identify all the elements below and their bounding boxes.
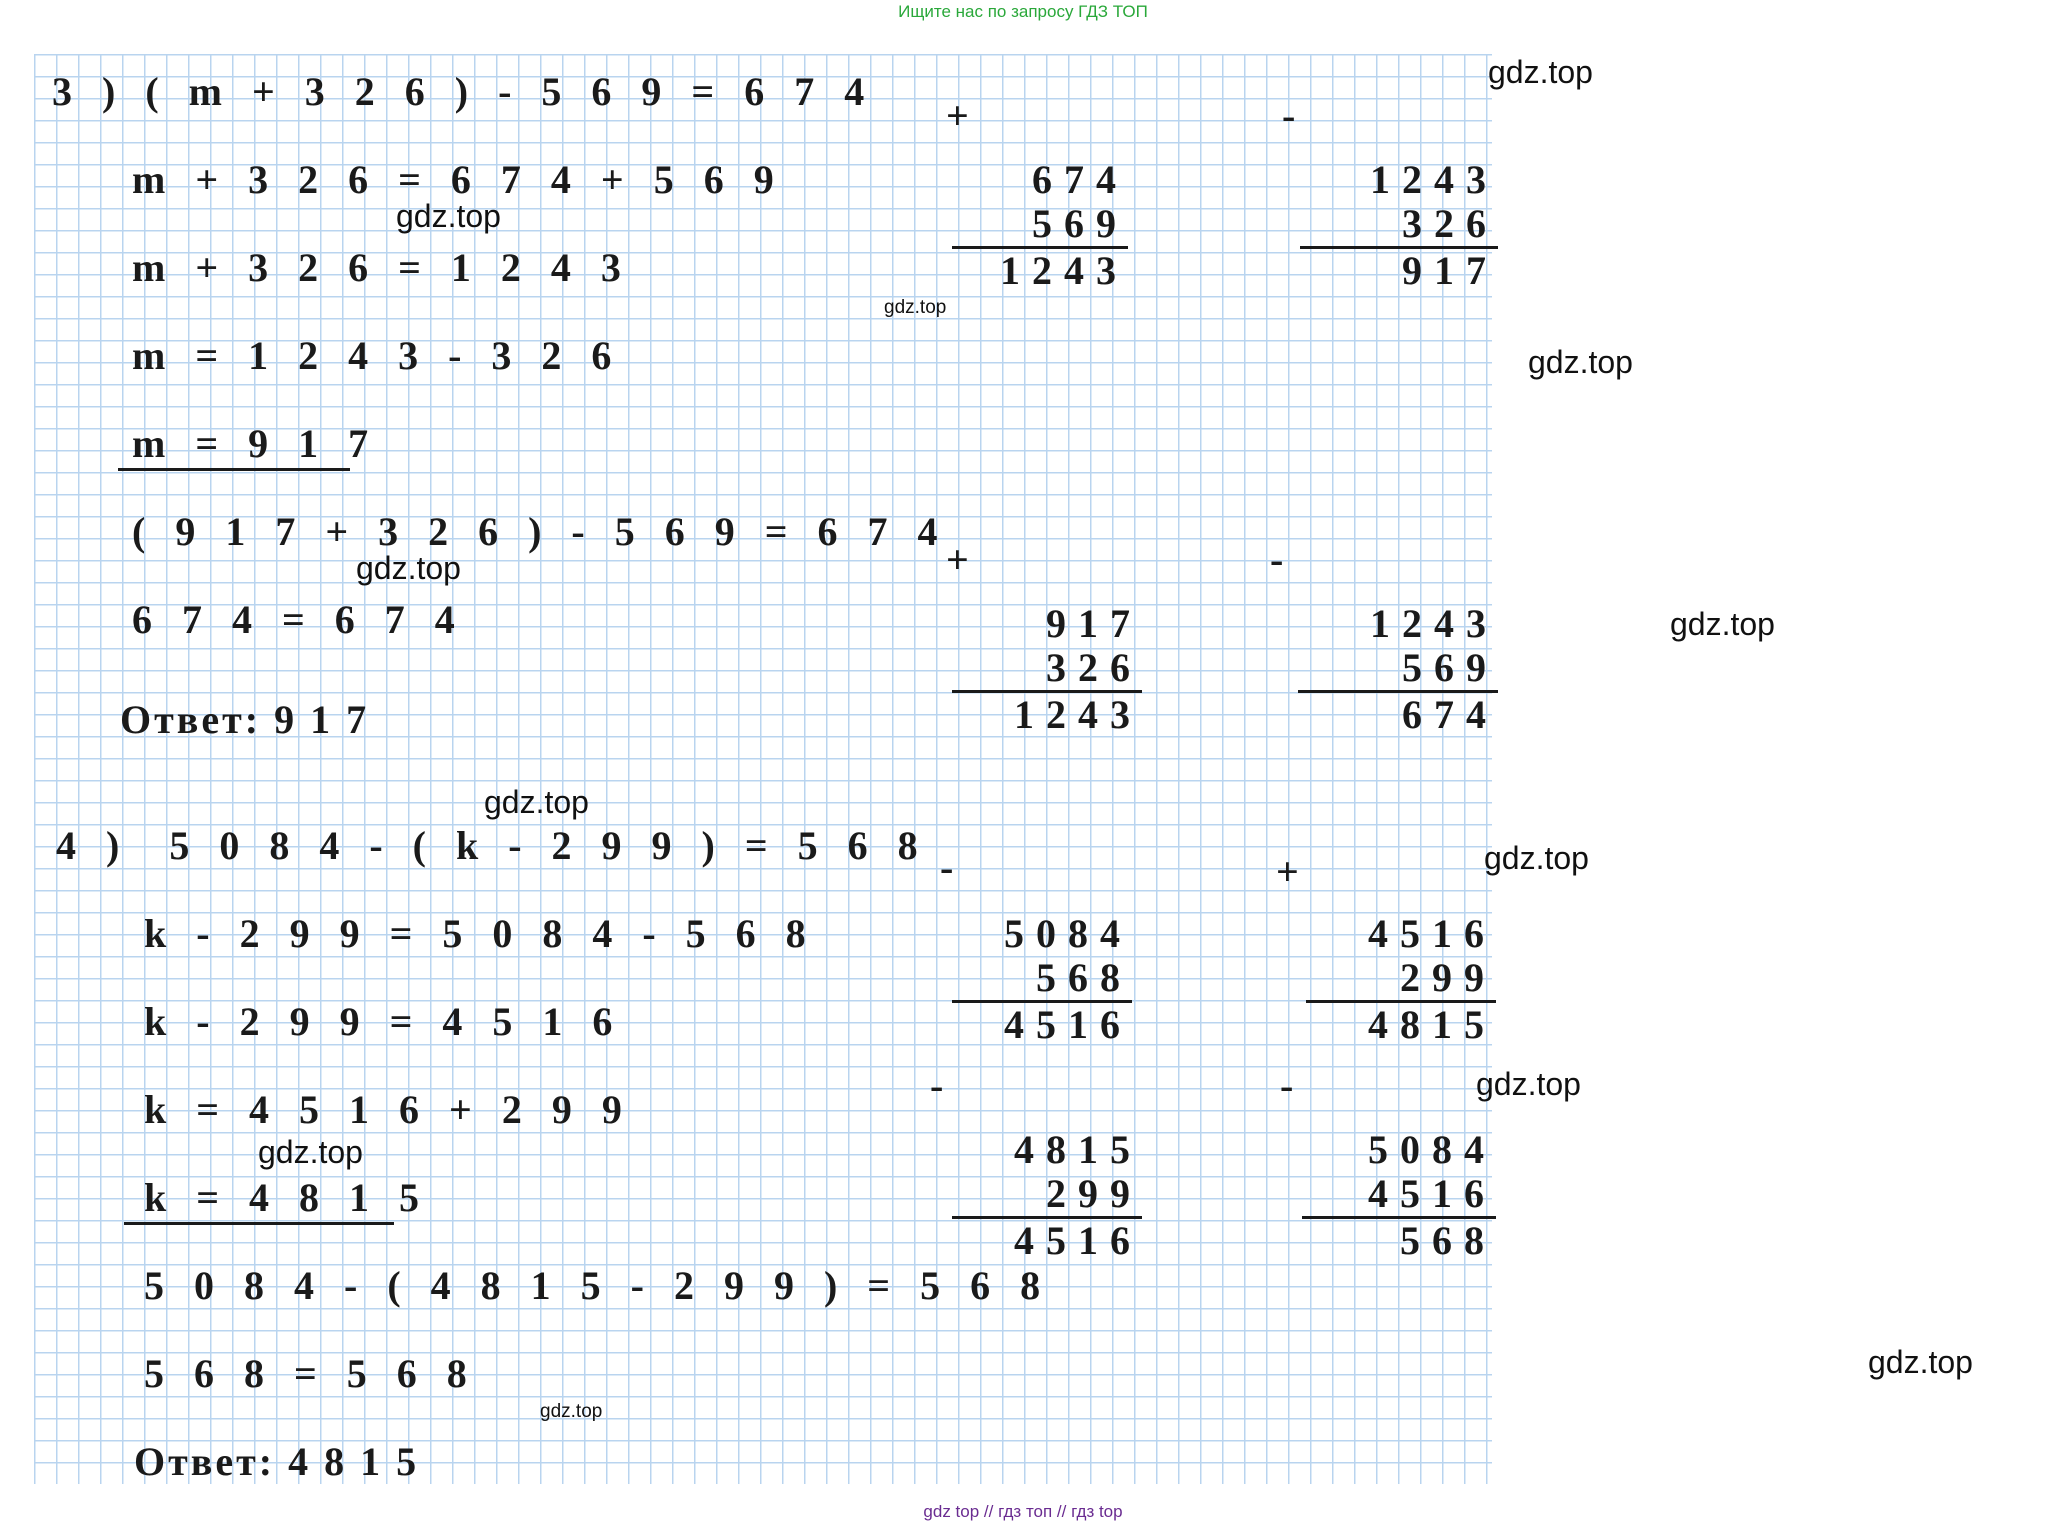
column-calculation: 917 326 1243 bbox=[952, 514, 1142, 825]
equation-line: m + 3 2 6 = 1 2 4 3 bbox=[132, 245, 631, 290]
column-operator: - bbox=[1280, 1063, 1294, 1108]
watermark: gdz.top bbox=[1484, 840, 1589, 876]
watermark: gdz.top bbox=[1488, 54, 1593, 90]
column-calculation: 1243 569 674 bbox=[1298, 514, 1498, 825]
watermark: gdz.top bbox=[1528, 344, 1633, 380]
column-calculation: 674 569 1243 bbox=[952, 70, 1128, 381]
column-calculation: 5084 4516 568 bbox=[1302, 1040, 1496, 1351]
watermark: gdz.top bbox=[1868, 1344, 1973, 1380]
watermark: gdz.top bbox=[258, 1134, 363, 1170]
equation-line: 3 ) ( m + 3 2 6 ) - 5 6 9 = 6 7 4 bbox=[52, 69, 875, 114]
column-operator: + bbox=[1276, 849, 1299, 894]
watermark: gdz.top bbox=[396, 198, 501, 234]
column-operator: - bbox=[1270, 537, 1284, 582]
check-line: 6 7 4 = 6 7 4 bbox=[132, 597, 465, 642]
answer-line: Ответ: 9 1 7 bbox=[120, 697, 370, 742]
equation-line: m + 3 2 6 = 6 7 4 + 5 6 9 bbox=[132, 157, 784, 202]
check-line: ( 9 1 7 + 3 2 6 ) - 5 6 9 = 6 7 4 bbox=[132, 509, 948, 554]
equation-line: k = 4 5 1 6 + 2 9 9 bbox=[144, 1087, 632, 1132]
column-operator: - bbox=[940, 845, 954, 890]
column-calculation: 5084 568 4516 bbox=[952, 824, 1132, 1135]
column-operator: + bbox=[946, 93, 969, 138]
top-banner[interactable]: Ищите нас по запросу ГДЗ ТОП bbox=[898, 2, 1148, 21]
watermark: gdz.top bbox=[356, 550, 461, 586]
check-line: 5 0 8 4 - ( 4 8 1 5 - 2 9 9 ) = 5 6 8 bbox=[144, 1263, 1051, 1308]
check-line: 5 6 8 = 5 6 8 bbox=[144, 1351, 477, 1396]
column-operator: - bbox=[930, 1063, 944, 1108]
equation-line: m = 1 2 4 3 - 3 2 6 bbox=[132, 333, 622, 378]
result-line: k = 4 8 1 5 bbox=[144, 1175, 430, 1220]
watermark: gdz.top bbox=[540, 1401, 603, 1422]
answer-line: Ответ: 4 8 1 5 bbox=[134, 1439, 420, 1484]
result-underline bbox=[118, 468, 350, 471]
footer-links[interactable]: gdz top // гдз топ // гдз top bbox=[923, 1502, 1123, 1521]
watermark: gdz.top bbox=[1670, 606, 1775, 642]
watermark: gdz.top bbox=[484, 784, 589, 820]
equation-line: k - 2 9 9 = 5 0 8 4 - 5 6 8 bbox=[144, 911, 816, 956]
watermark: gdz.top bbox=[1476, 1066, 1581, 1102]
result-line: m = 9 1 7 bbox=[132, 421, 379, 466]
column-calculation: 4516 299 4815 bbox=[1306, 824, 1496, 1135]
watermark: gdz.top bbox=[884, 297, 947, 318]
column-operator: - bbox=[1282, 93, 1296, 138]
equation-line: 4 ) 5 0 8 4 - ( k - 2 9 9 ) = 5 6 8 bbox=[56, 823, 928, 868]
column-operator: + bbox=[946, 537, 969, 582]
equation-line: k - 2 9 9 = 4 5 1 6 bbox=[144, 999, 623, 1044]
column-calculation: 1243 326 917 bbox=[1300, 70, 1498, 381]
column-calculation: 4815 299 4516 bbox=[952, 1040, 1142, 1351]
result-underline bbox=[124, 1222, 394, 1225]
